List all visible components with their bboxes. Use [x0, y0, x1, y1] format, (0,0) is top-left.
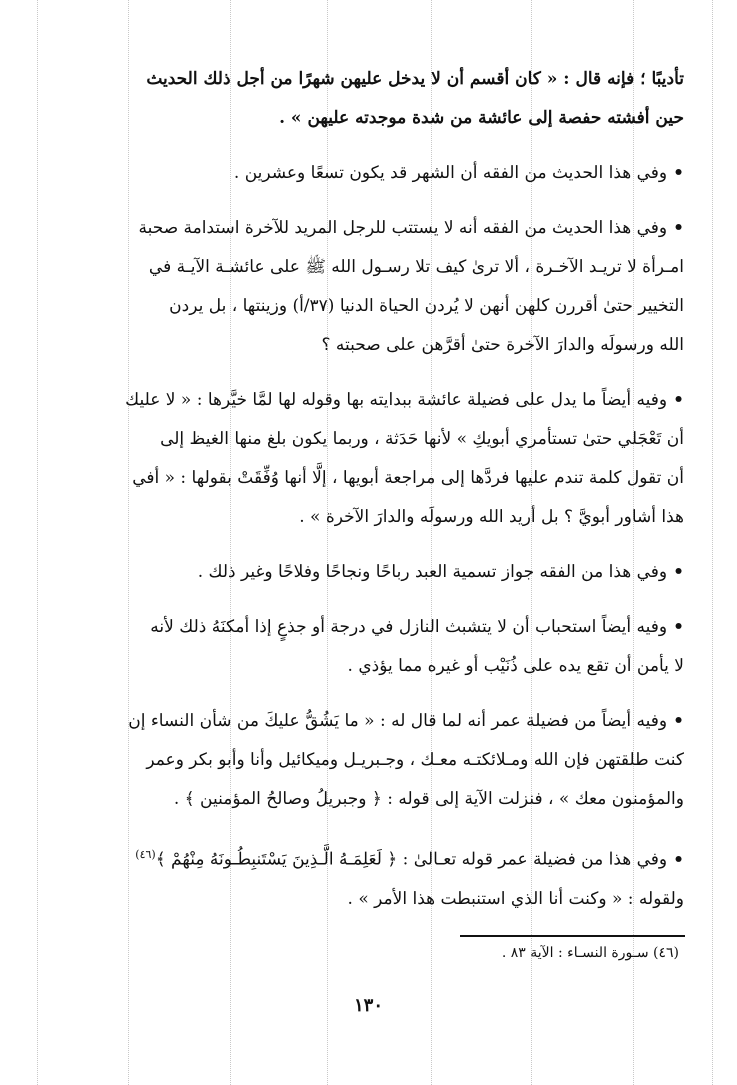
- paragraph-aisha-virtue: [52, 381, 684, 537]
- bullet-icon: •: [673, 849, 684, 870]
- bullet-icon: •: [673, 163, 684, 183]
- paragraph-naming: [52, 553, 684, 592]
- footnote-reference[interactable]: (٤٦): [135, 848, 156, 861]
- text-line: أن تقول كلمة تندم عليها فردَّها إلى مراجعة أبويها ، إلَّا أنها وُفِّقَتْ بقولها : « أفي: [132, 468, 684, 488]
- page-number: ١٣٠: [353, 995, 383, 1016]
- paragraph-companionship: [52, 209, 684, 365]
- footnote-divider: [460, 935, 685, 937]
- text-line: لا يأمن أن تقع يده على ذُنَيْب أو غيره مما يؤذي .: [347, 656, 684, 676]
- text-line-content: وفي هذا من فضيلة عمر قوله تعـالىٰ : ﴿ لَعَلِمَـهُ الَّـذِينَ يَسْتَنبِطُـونَهُ مِنْهُمْ ﴾: [155, 849, 668, 870]
- text-line-content: وفيه أيضاً من فضيلة عمر أنه لما قال له : « ما يَشُقُّ عليكَ من شأن النساء إن: [128, 711, 668, 731]
- text-line: تأديبًا ؛ فإنه قال : « كان أقسم أن لا يدخل عليهن شهرًا من أجل ذلك الحديث: [146, 69, 684, 89]
- guide-line: [712, 0, 713, 1085]
- text-line: [52, 835, 684, 880]
- footnote: (٤٦) سـورة النسـاء : الآية ٨٣ .: [501, 945, 679, 961]
- text-line: الله ورسولَه والدارَ الآخرة حتىٰ أقرَّهن على صحبته ؟: [321, 335, 684, 355]
- text-line-content: وفيه أيضاً ما يدل على فضيلة عائشة ببدايته بها وقوله لها لمَّا خيَّرها : « لا عليك: [125, 390, 668, 410]
- guide-line: [37, 0, 38, 1085]
- text-line: والمؤمنون معك » ، فنزلت الآية إلى قوله : ﴿ وجبريلُ وصالحُ المؤمنين ﴾ .: [173, 789, 684, 809]
- text-line-content: وفي هذا الحديث من الفقه أن الشهر قد يكون تسعًا وعشرين .: [233, 163, 668, 183]
- text-line: التخيير حتىٰ أقررن كلهن أنهن لا يُردن الحياة الدنيا (٣٧/أ) وزينتها ، بل يردن: [169, 296, 684, 316]
- text-line-content: وفيه أيضاً استحباب أن لا يتشبث النازل في درجة أو جذعٍ إذا أمكنَهُ ذلك لأنه: [150, 617, 668, 637]
- text-line: [52, 553, 684, 592]
- paragraph-month-days: [52, 154, 684, 193]
- bullet-icon: •: [673, 617, 684, 637]
- text-line: [52, 608, 684, 647]
- text-line: حين أفشته حفصة إلى عائشة من شدة موجدته عليهن » .: [279, 108, 684, 128]
- text-line: [52, 209, 684, 248]
- text-line-content: وفي هذا الحديث من الفقه أنه لا يستتب للرجل المريد للآخرة استدامة صحبة: [138, 218, 668, 238]
- bullet-icon: •: [673, 562, 684, 582]
- page-body: [52, 60, 684, 935]
- text-line: [52, 154, 684, 193]
- paragraph-descending: [52, 608, 684, 686]
- text-line: [52, 702, 684, 741]
- text-line: امـرأة لا تريـد الآخـرة ، ألا ترىٰ كيف تلا رسـول الله ﷺ على عائشـة الآيـة في: [148, 257, 684, 277]
- text-line-content: وفي هذا من الفقه جواز تسمية العبد رباحًا ونجاحًا وفلاحًا وغير ذلك .: [197, 562, 668, 582]
- text-line: كنت طلقتهن فإن الله ومـلائكتـه معـك ، وجـبريـل وميكائيل وأنا وأبو بكر وعمر: [146, 750, 684, 770]
- text-line: هذا أشاور أبويَّ ؟ بل أريد الله ورسولَه والدارَ الآخرة » .: [299, 507, 684, 527]
- text-line: أن تَعْجَلي حتىٰ تستأمري أبويكِ » لأنها حَدَثة ، وربما يكون بلغ منها الغيظ إلى: [160, 429, 684, 449]
- bullet-icon: •: [673, 218, 684, 238]
- paragraph-umar-virtue: [52, 702, 684, 819]
- bullet-icon: •: [673, 390, 684, 410]
- paragraph-umar-deduction: [52, 835, 684, 919]
- paragraph-continuation: [52, 60, 684, 138]
- bullet-icon: •: [673, 711, 684, 731]
- text-line: ولقوله : « وكنت أنا الذي استنبطت هذا الأمر » .: [347, 888, 684, 909]
- text-line: [52, 381, 684, 420]
